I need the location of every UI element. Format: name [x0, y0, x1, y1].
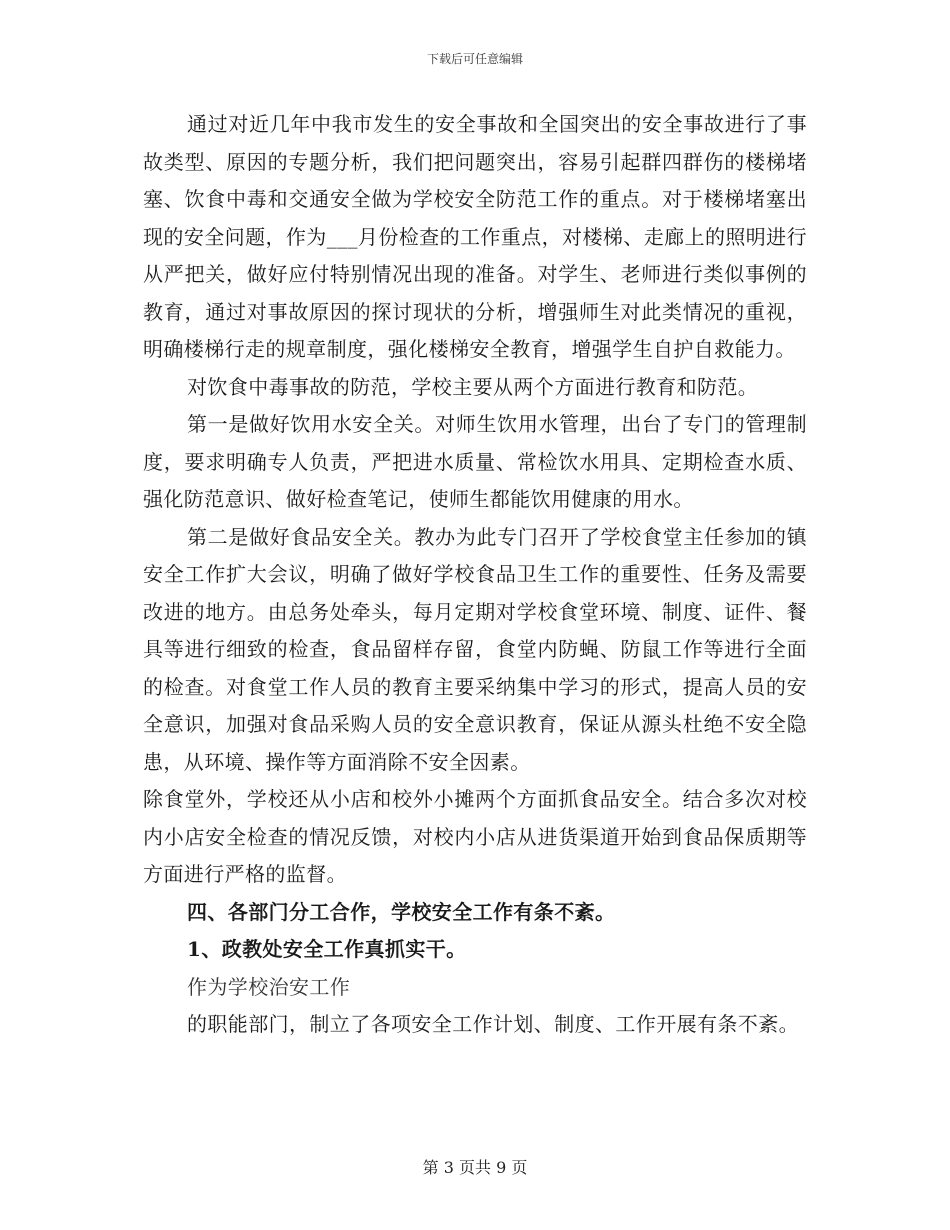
paragraph-water-safety: 第一是做好饮用水安全关。对师生饮用水管理，出台了专门的管理制度，要求明确专人负责，严把进水质量、常检饮水用具、定期检查水质、强化防范意识、做好检查笔记，使师生都能饮用健康的用水。: [143, 412, 807, 511]
paragraph-shop-safety: 除食堂外，学校还从小店和校外小摊两个方面抓食品安全。结合多次对校内小店安全检查的情况反馈，对校内小店从进货渠道开始到食品保质期等方面进行严格的监督。: [143, 787, 807, 886]
section-heading-departments: 四、各部门分工合作，学校安全工作有条不紊。: [187, 899, 616, 924]
paragraph-tail-fragment: 作为学校治安工作: [187, 974, 351, 999]
paragraph-food-poisoning-intro: 对饮食中毒事故的防范，学校主要从两个方面进行教育和防范。: [187, 374, 759, 399]
page-header: 下载后可任意编辑: [426, 52, 523, 66]
subsection-heading-political-office: 1、政教处安全工作真抓实干。: [187, 937, 467, 961]
document-body: [143, 106, 807, 1044]
paragraph-food-safety: 第二是做好食品安全关。教办为此专门召开了学校食堂主任参加的镇安全工作扩大会议，明确了做好学校食品卫生工作的重要性、任务及需要改进的地方。由总务处牵头，每月定期对学校食堂环境、制度、证件、餐具等进行细致的检查，食品留样存留，食堂内防蝇、防鼠工作等进行全面的检查。对食堂工作人员的教育主要采纳集中学习的形式，提高人员的安全意识，加强对食品采购人员的安全意识教育，保证从源头杜绝不安全隐患，从环境、操作等方面消除不安全因素。: [143, 524, 807, 774]
paragraph-stair-safety: 通过对近几年中我市发生的安全事故和全国突出的安全事故进行了事故类型、原因的专题分析，我们把问题突出，容易引起群四群伤的楼梯堵塞、饮食中毒和交通安全做为学校安全防范工作的重点。对于楼梯堵塞出现的安全问题，作为___月份检查的工作重点，对楼梯、走廊上的照明进行从严把关，做好应付特别情况出现的准备。对学生、老师进行类似事例的教育，通过对事故原因的探讨现状的分析，增强师生对此类情况的重视，明确楼梯行走的规章制度，强化楼梯安全教育，增强学生自护自救能力。: [143, 112, 807, 361]
paragraph-tail-continuation: 的职能部门，制立了各项安全工作计划、制度、工作开展有条不紊。: [187, 1012, 799, 1036]
page-number: 第 3 页共 9 页: [422, 1158, 528, 1177]
